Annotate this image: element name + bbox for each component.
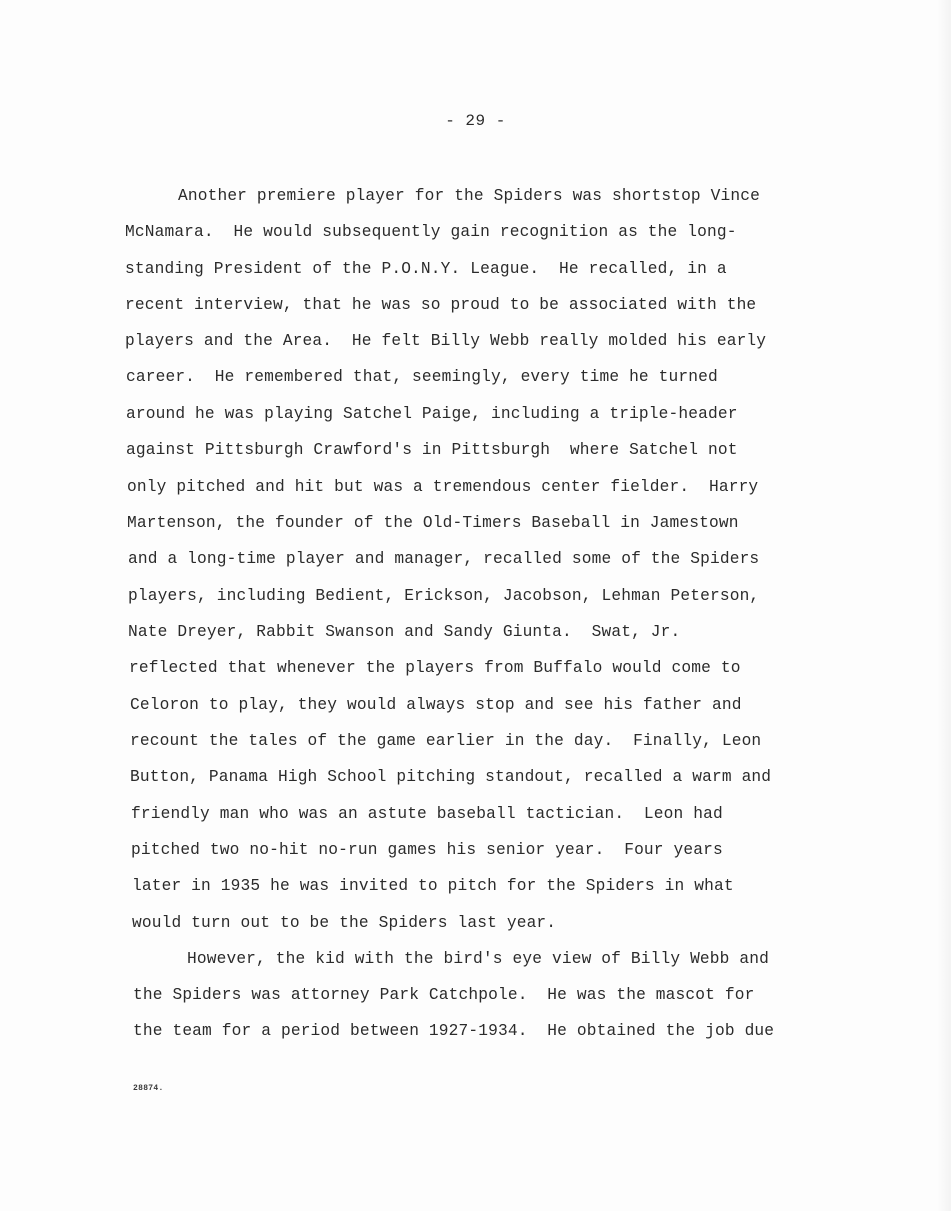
text-line: players, including Bedient, Erickson, Jacobson, Lehman Peterson, xyxy=(128,587,760,605)
text-line: players and the Area. He felt Billy Webb really molded his early xyxy=(125,332,767,350)
text-line: standing President of the P.O.N.Y. League. He recalled, in a xyxy=(125,260,727,278)
text-line: and a long-time player and manager, recalled some of the Spiders xyxy=(128,550,760,568)
text-line: friendly man who was an astute baseball tactician. Leon had xyxy=(131,805,723,823)
text-line: the Spiders was attorney Park Catchpole. He was the mascot for xyxy=(133,986,755,1004)
text-line: the team for a period between 1927-1934. He obtained the job due xyxy=(133,1022,775,1040)
page-edge-shadow xyxy=(937,0,951,1211)
text-line: McNamara. He would subsequently gain recognition as the long- xyxy=(125,223,737,241)
footer-document-code: 28874. xyxy=(133,1084,164,1093)
text-line: recent interview, that he was so proud to be associated with the xyxy=(125,296,757,314)
text-line: Martenson, the founder of the Old-Timers Baseball in Jamestown xyxy=(127,514,739,532)
text-line: pitched two no-hit no-run games his senior year. Four years xyxy=(131,841,723,859)
page-number: - 29 - xyxy=(445,112,506,130)
text-line: reflected that whenever the players from Buffalo would come to xyxy=(129,659,741,677)
text-line: Button, Panama High School pitching standout, recalled a warm and xyxy=(130,768,772,786)
text-line: against Pittsburgh Crawford's in Pittsburgh where Satchel not xyxy=(126,441,738,459)
text-line: Another premiere player for the Spiders was shortstop Vince xyxy=(178,187,760,205)
text-line: only pitched and hit but was a tremendous center fielder. Harry xyxy=(127,478,759,496)
text-line: Nate Dreyer, Rabbit Swanson and Sandy Giunta. Swat, Jr. xyxy=(128,623,681,641)
text-line: However, the kid with the bird's eye view of Billy Webb and xyxy=(187,950,769,968)
text-line: Celoron to play, they would always stop and see his father and xyxy=(130,696,742,714)
text-line: would turn out to be the Spiders last year. xyxy=(132,914,557,932)
text-line: around he was playing Satchel Paige, including a triple-header xyxy=(126,405,738,423)
text-line: recount the tales of the game earlier in the day. Finally, Leon xyxy=(130,732,762,750)
text-line: later in 1935 he was invited to pitch for the Spiders in what xyxy=(132,877,734,895)
text-line: career. He remembered that, seemingly, every time he turned xyxy=(126,368,718,386)
